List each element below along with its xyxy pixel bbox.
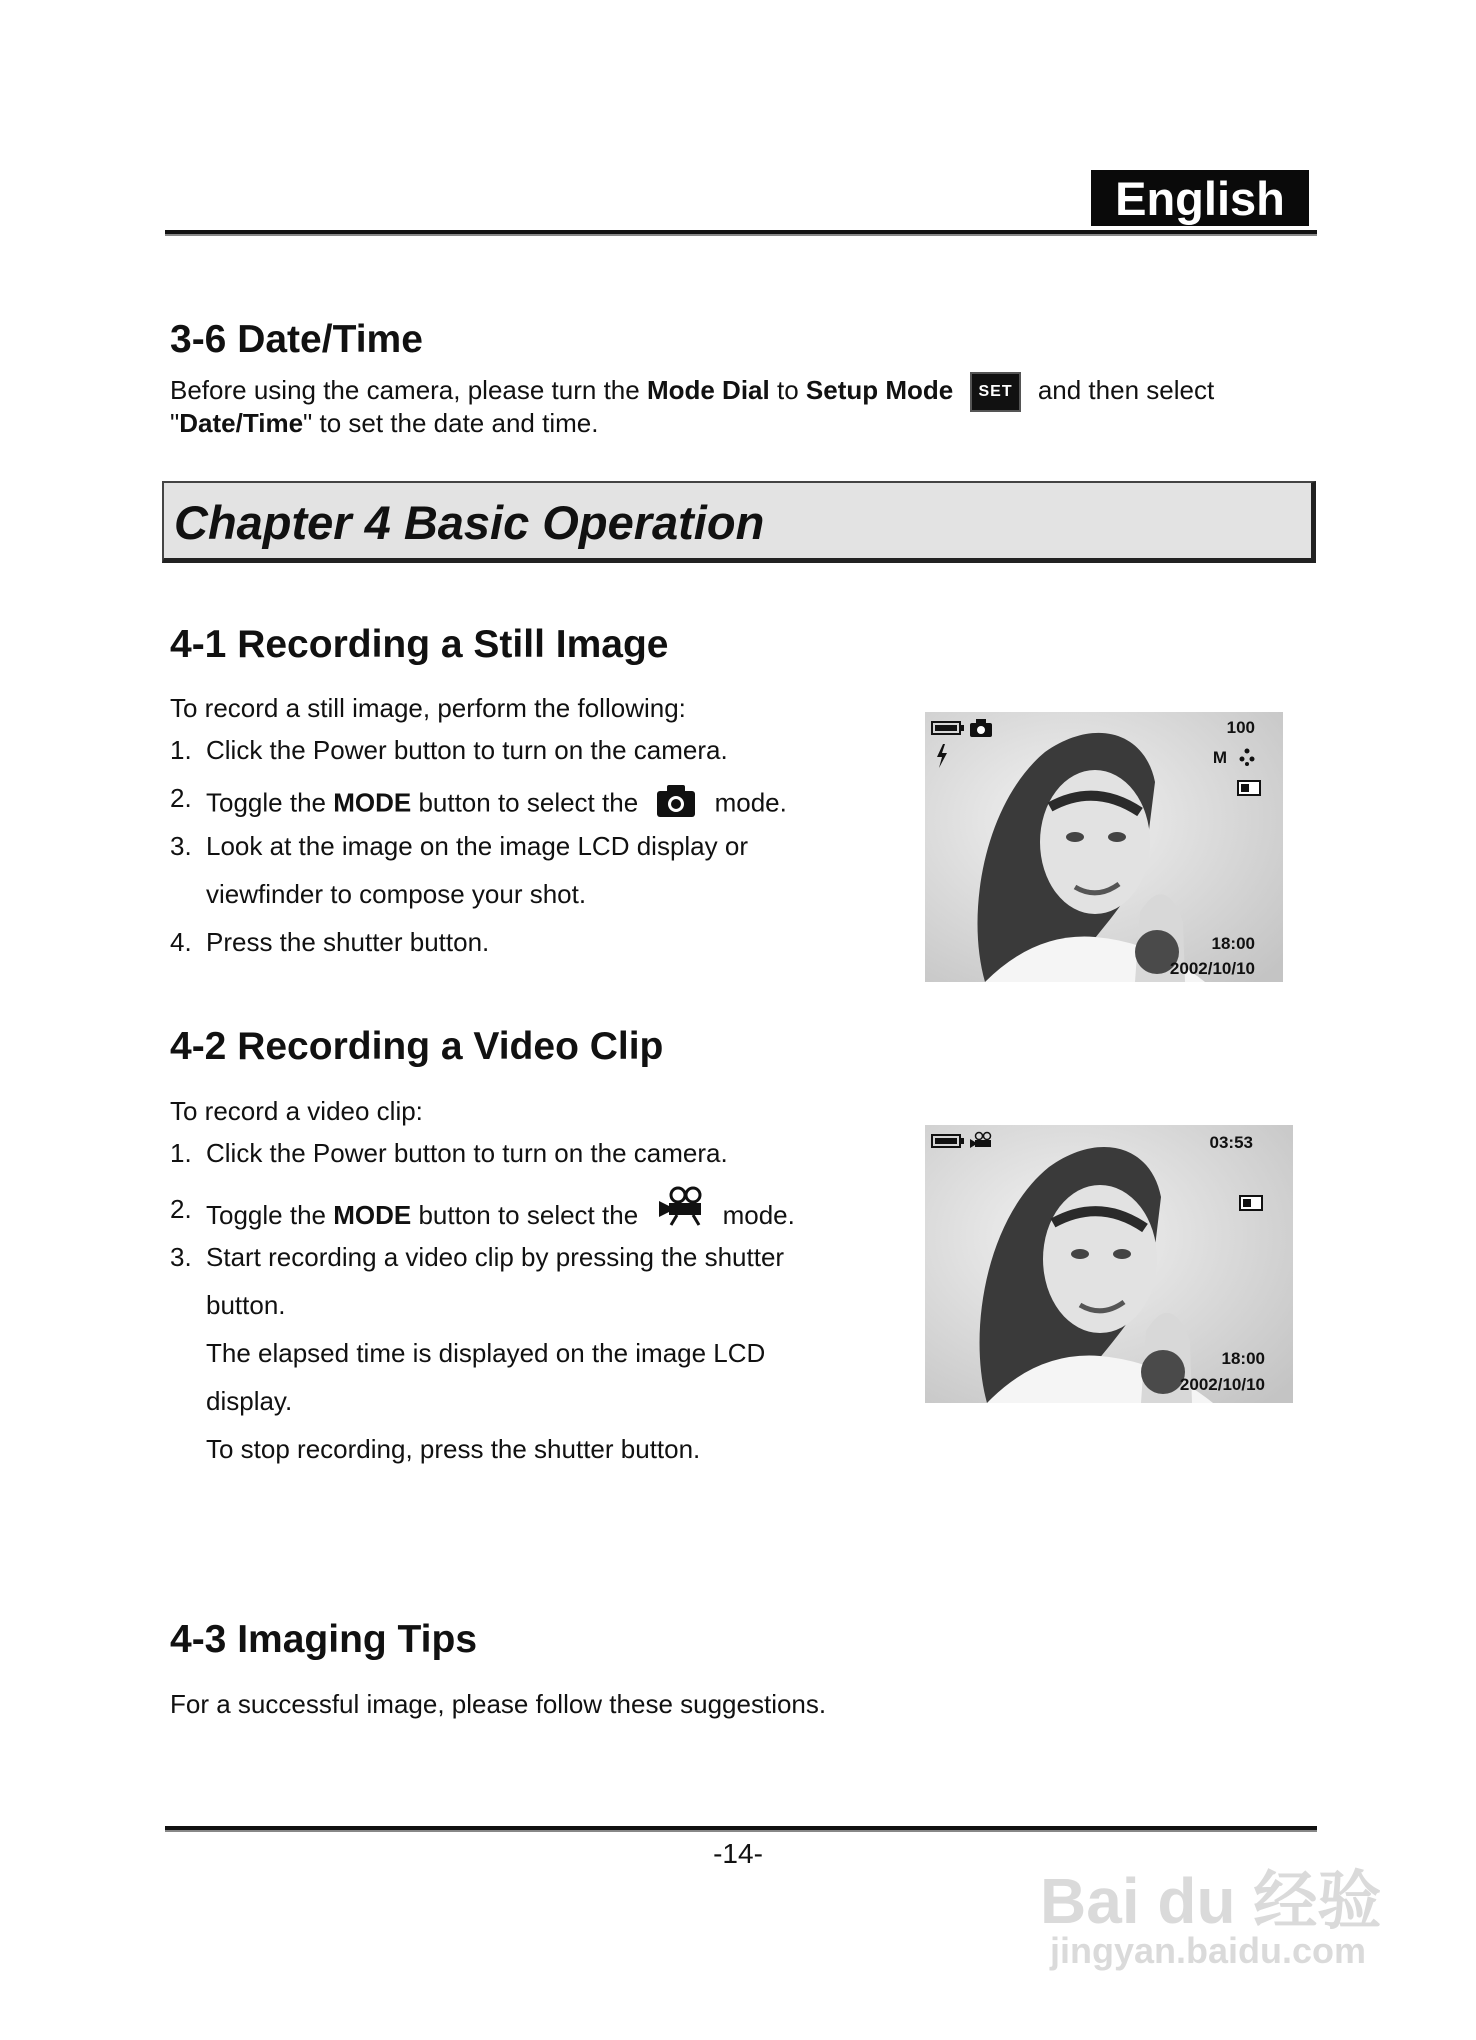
imaging-tips-intro: For a successful image, please follow these suggestions. xyxy=(170,1689,827,1719)
list-item: To stop recording, press the shutter button. xyxy=(206,1434,701,1464)
lcd-time: 18:00 xyxy=(1211,934,1255,953)
list-item: display. xyxy=(206,1386,293,1416)
list-item: 4. Press the shutter button. xyxy=(170,927,490,957)
memory-card-icon xyxy=(1237,780,1261,796)
list-item: 2. Toggle the MODE button to select the mode. xyxy=(170,783,787,831)
list-item: 2. Toggle the MODE button to select the mode. xyxy=(170,1186,795,1242)
list-item: button. xyxy=(206,1290,286,1320)
memory-card-icon xyxy=(1239,1195,1263,1211)
header-rule xyxy=(165,230,1317,236)
quality-icon xyxy=(1239,748,1255,766)
list-item: 3. Start recording a video clip by pressing the shutter xyxy=(170,1242,785,1272)
lcd-date: 2002/10/10 xyxy=(1179,1375,1265,1394)
list-item: viewfinder to compose your shot. xyxy=(206,879,587,909)
date-time-paragraph-line1: Before using the camera, please turn the Mode Dial to Setup Mode SET and then select xyxy=(170,372,1214,412)
video-clip-steps xyxy=(170,1138,795,1482)
video-clip-intro: To record a video clip: xyxy=(170,1096,423,1126)
list-item: 1. Click the Power button to turn on the camera. xyxy=(170,1138,728,1168)
flash-icon xyxy=(935,744,949,768)
section-title-date-time: 3-6 Date/Time xyxy=(170,318,423,361)
list-item: 3. Look at the image on the image LCD display or xyxy=(170,831,748,861)
still-image-intro: To record a still image, perform the following: xyxy=(170,693,686,723)
elapsed-time: 03:53 xyxy=(1209,1133,1253,1152)
list-item: 1. Click the Power button to turn on the camera. xyxy=(170,735,728,765)
baidu-watermark-logo: Bai du 经验 xyxy=(1040,1865,1382,1937)
video-camera-icon xyxy=(655,1186,705,1233)
shots-remaining: 100 xyxy=(1226,718,1255,737)
baidu-watermark-url: jingyan.baidu.com xyxy=(1050,1930,1367,1971)
section-title-video-clip: 4-2 Recording a Video Clip xyxy=(170,1025,664,1068)
camera-icon xyxy=(655,783,697,826)
date-time-paragraph-line2: "Date/Time" to set the date and time. xyxy=(170,408,599,438)
still-image-steps xyxy=(170,735,787,975)
list-item: The elapsed time is displayed on the image LCD xyxy=(206,1338,766,1368)
footer-rule xyxy=(165,1826,1317,1832)
lcd-preview-video xyxy=(925,1125,1293,1403)
chapter-title: Chapter 4 Basic Operation xyxy=(174,496,765,549)
section-title-imaging-tips: 4-3 Imaging Tips xyxy=(170,1618,478,1661)
language-badge: English xyxy=(1091,170,1309,226)
chapter-heading-box xyxy=(162,481,1316,563)
camera-icon xyxy=(969,718,993,738)
lcd-preview-still xyxy=(925,712,1283,982)
lcd-date: 2002/10/10 xyxy=(1169,959,1255,978)
resolution-indicator: M xyxy=(1212,748,1227,767)
battery-icon xyxy=(931,720,965,736)
setup-mode-icon: SET xyxy=(970,372,1020,412)
page-number: -14- xyxy=(713,1838,763,1869)
battery-icon xyxy=(931,1133,965,1149)
video-camera-icon xyxy=(969,1131,993,1151)
section-title-still-image: 4-1 Recording a Still Image xyxy=(170,623,669,666)
lcd-time: 18:00 xyxy=(1221,1349,1265,1368)
